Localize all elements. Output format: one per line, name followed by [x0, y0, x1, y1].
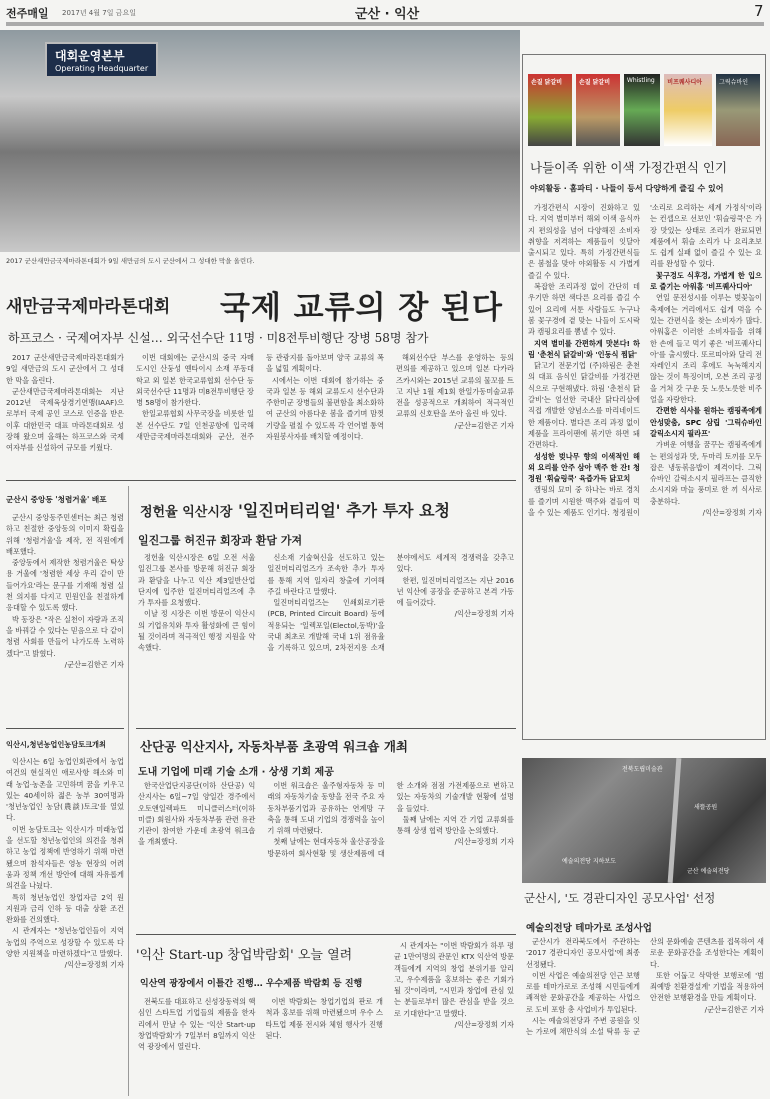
article-kicker: 새만금국제마라톤대회 [6, 297, 171, 317]
aerial-map-photo [522, 758, 766, 883]
section-title: 군산 · 익산 [355, 7, 420, 22]
article-body: 정헌율 익산시장은 6일 오전 서울 일진그룹 본사를 방문해 허진규 회장과 환담을 나누고 익산 제3일반산업단지에 입주한 일진머티리얼즈에 추가 투자를 요청했다. 이날 정 시장은 이번 방문이 익산시의 기업유치와 투자 활성화에 큰 힘이 될 것이라며 적극적인 행정 지원을 약속했다. 신소재 기술혁신을 선도하고 있는 일진머티리얼즈가 조속한 추가 투자를 통해 지역 일자리 창출에 기여해 주길 바란다고 말했다. 일진머티리얼즈는 인쇄회로기판(PCB, Printed Circuit Board) 등에 적용되는 '일렉포일(Electol,동박)'을 국내 최초로 개발해 국내 1위 점유율을 기록하고 있으며, 2차전지용 소재 분야에서도 세계적 경쟁력을 갖추고 있다. 한편, 일진머티리얼즈는 지난 2016년 익산에 공장을 준공하고 본격 가동에 들어갔다. /익산=장정희 기자 [138, 553, 514, 653]
road [668, 758, 682, 883]
column-rule [128, 486, 129, 1096]
article-body: 가정간편식 시장이 진화하고 있다. 지역 별미부터 해외 이색 음식까지 편의성을 넘어 다양해진 소비자 취향을 저격하는 제품들이 잇달아 출시되고 있다. 특히 가정간편식들은 봄철을 맞아 야외활동 시 가볍게 즐길 수 있다. 복잡한 조리과정 없이 간단히 데우기만 하면 색다른 요리를 즐길 수 있어 요리에 서툰 사람들도 누구나 봄 꽃구경에 곁 맞는 나들이 도시락과 캠핑요리를 뽐낼 수 있다. 지역 별미를 간편하게 맛본다! 하림 '춘천식 닭갈비'와 '인동식 찜닭' 닭고기 전문기업 (주)하림은 춘천의 대표 음식인 닭갈비를 가정간편식으로 구현해냈다. 하림 '춘천식 닭갈비'는 엄선한 국내산 닭다리살에 직접 개발한 양념소스를 마리네이드한 제품이다. 별다른 조리 과정 없이 제품을 프라이팬에 볶기만 하면 돼 간편하다. 성성한 벚나무 향의 이색적인 해외 요리를 안주 삼아 맥주 한 잔! 청정원 '휘슬링쿡' 육즙가득 닭꼬치 캠핑의 묘미 중 하나는 바로 경치를 즐기며 시원한 맥주와 곁들여 먹을 수 있는 제품도 인기다. 청정원이 '소리로 요리하는 세계 가정식'이라는 컨셉으로 선보인 '휘슬링쿡'은 가장 맛있는 상태로 조리가 완료되면 제품에서 휘슬 소리가 나 요리초보도 쉽게 실패 없이 즐길 수 있는 요리를 완성할 수 있다. 꽃구경도 식후경, 가볍게 한 입으로 즐기는 아워홈 '비프퀘사디아' 연일 문전성시를 이루는 벚꽃놀이 축제에는 거리에서도 쉽게 먹을 수 있는 간편식을 찾는 소비자가 많다. 아워홈은 이러한 소비자들을 위해 한 손에 들고 먹기 좋은 '비프퀘사디아'를 출시했다. 또르띠아와 달리 전자레인지 조리 후에도 눅눅해지지 않는 것이 특징이며, 오븐 조리 공정을 거쳐 갓 구운 듯 노릇노릇한 비주얼을 자랑한다. 간편한 식사를 원하는 캠핑족에게 안성맞춤, SPC 삼립 '그릭슈바인 갈릭소시지 필라프' 가벼운 여행을 꿈꾸는 캠핑족에게는 편의성과 맛, 두마리 토끼를 모두 잡은 냉동볶음밥이 제격이다. 그릭슈바인 갈릭소시지 필라프는 큼직한 소시지와 마늘 풍미로 한 끼 식사로 충분하다. /익산=장정희 기자 [528, 203, 762, 518]
article-subhead: 야외활동 · 홈파티 · 나들이 등서 다양하게 즐길 수 있어 [530, 184, 724, 193]
article-subhead: 일진그룹 허진규 회장과 환담 가져 [138, 534, 303, 547]
divider [6, 480, 516, 481]
product-image: 손질 닭갈비 [528, 74, 572, 146]
map-label: 새뜰공원 [694, 804, 718, 811]
article-headline: 나들이족 위한 이색 가정간편식 인기 [530, 160, 728, 175]
issue-date: 2017년 4월 7일 금요일 [62, 9, 136, 17]
header-rule [6, 22, 764, 26]
brief-body: 군산시 중앙동주민센터는 최근 청렴하고 친절한 중앙동의 이미지 확립을 위해 '청렴거울'을 제작, 전 직원에게 배포했다. 중앙동에서 제작한 청렴거울은 탁상용 거울에 '청렴한 세상 우리 같이 만들어가요'라는 문구를 기재해 청렴 실천 의지를 다지고 민원인을 친절하게 응대할 수 있도록 했다. 박 동장은 "작은 실천이 자랑과 조직을 바꿔갈 수 있다는 믿음으로 다 같이 청렴 사회를 만들어 나가도록 노력하겠다"고 밝혔다. /군산=김한곤 기자 [6, 513, 124, 669]
article-subhead: 하프코스 · 국제여자부 신설… 외국선수단 11명 · 미8전투비행단 장병 58명 참가 [8, 331, 429, 345]
product-image: 그릭슈바인 [716, 74, 760, 146]
map-label: 군산 예술의전당 [687, 868, 730, 875]
map-label: 예술의전당 지하보도 [562, 858, 617, 865]
article-body: 전북도를 대표하고 신성장동력의 핵심인 스타트업 기업들의 제품을 한자리에서 만날 수 있는 '익산 Start-up 창업박람회'가 7일부터 8일까지 익산역 광장에서 열린다. 이번 박람회는 창업기업의 판로 개척과 홍보를 위해 마련됐으며 우수 스타트업 제품 전시와 체험 행사가 진행된다. [138, 997, 383, 1052]
article-headline: 정헌율 익산시장 '일진머티리얼' 추가 투자 요청 [140, 501, 450, 520]
marathon-photo [0, 30, 520, 252]
photo-caption: 2017 군산새만금국제마라톤대회가 9일 새만금의 도시 군산에서 그 성대한 막을 올린다. [6, 257, 255, 265]
brief-body: 익산시는 6일 농업인회관에서 농업여건의 현실적인 애로사항 해소와 미래 농업·농촌을 고민하며 꿈을 키우고 있는 40세이하 젊은 농부 30여명과 '청년농업인 농담(農談)토크'를 열었다. 이번 농담토크는 익산시가 미래농업을 선도할 청년농업인의 의견을 청취하고 농업 정책에 반영하기 위해 마련됐으며 참석자들은 영농 현장의 어려움과 정책 개선 방안에 대해 자유롭게 의견을 나눴다. 특히 청년농업인 창업자금 2억 원 지원과 금리 인하 등 대출 상환 조건 완화를 건의했다. 시 관계자는 "청년농업인들이 지역 농업의 주역으로 성장할 수 있도록 다양한 지원책을 마련하겠다"고 말했다. /익산=장정희 기자 [6, 757, 124, 970]
product-photos [528, 74, 760, 146]
brief-title: 익산시,청년농업인농담토크개최 [6, 740, 106, 749]
map-label: 전북도립미술관 [622, 766, 663, 773]
article-subhead: 예술의전당 테마가로 조성사업 [526, 923, 652, 934]
divider [136, 934, 516, 935]
product-image: 손질 닭갈비 [576, 74, 620, 146]
article-headline: 군산시, '도 경관디자인 공모사업' 선정 [524, 891, 716, 905]
brief-title: 군산시 중앙동 '청렴거울' 배포 [6, 495, 107, 504]
headquarter-sign: 대회운영본부 Operating Headquarter [45, 42, 158, 78]
page-number: 7 [754, 2, 764, 20]
article-body: 군산시가 전라북도에서 주관하는 '2017 경관디자인 공모사업'에 최종 선정됐다. 이번 사업은 예술의전당 인근 보행로를 테마가로로 조성해 시민들에게 쾌적한 문화공간을 제공하는 사업으로 도비 포함 총 사업비가 투입된다. 시는 예술의전당과 주변 공원을 잇는 가로에 채만식의 소설 탁류 등 군산의 문화예술 콘텐츠를 접목하여 새로운 문화공간을 조성한다는 계획이다. 또한 어둡고 삭막한 보행로에 '범죄예방 친환경설계' 기법을 적용하여 안전한 보행환경을 만들 계획이다. /군산=김한곤 기자 [526, 937, 764, 1037]
article-headline: 국제 교류의 장 된다 [220, 290, 503, 326]
article-headline: 산단공 익산지사, 자동차부품 초광역 워크숍 개최 [140, 739, 409, 754]
article-body: 시 관계자는 "이번 박람회가 하루 평균 1만여명의 관문인 KTX 익산역 방문객들에게 지역의 창업 분위기를 알리고, 우수제품을 홍보하는 좋은 기회가 될 것"이라며, "시민과 창업에 관심 있는 분들로부터 많은 관심을 받을 것으로 기대한다"고 말했다. /익산=장정희 기자 [394, 941, 514, 1030]
product-image: 비프퀘사디아 [664, 74, 712, 146]
product-image: Whistling [624, 74, 660, 146]
article-subhead: 도내 기업에 미래 기술 소개 · 상생 기회 제공 [138, 767, 334, 778]
divider [136, 728, 516, 729]
article-headline: '익산 Start-up 창업박람회' 오늘 열려 [136, 948, 353, 963]
divider [6, 728, 124, 729]
article-subhead: 익산역 광장에서 이틀간 진행… 우수제품 박람회 등 진행 [140, 979, 363, 989]
article-body: 한국산업단지공단(이하 산단공) 익산지사는 6일~7일 양일간 경주에서 오토앤일렉파트 미니클러스터(이하 미클) 회원사와 자동차부품 관련 유관기관이 참여한 가운데 초광역 워크숍을 개최했다. 이번 워크숍은 울주형자동차 등 미래의 자동차기술 동향을 전국 주요 자동차부품기업과 공유하는 연계망 구축을 통해 도내 기업의 경쟁력을 높이기 위해 마련됐다. 첫째 날에는 현대자동차 울산공장을 방문하여 회사현황 및 생산제품에 대한 소개와 점점 가전제품으로 변하고 있는 자동차의 기술개발 현황에 설명을 들었다. 둘째 날에는 지역 간 기업 교류회를 통해 상생 협력 방안을 논의했다. /익산=장정희 기자 [138, 781, 514, 858]
newspaper-name: 전주매일 [6, 7, 49, 20]
article-body: 2017 군산새만금국제마라톤대회가 9일 새만금의 도시 군산에서 그 성대한 막을 올린다. 군산새만금국제마라톤대회는 지난 2012년 국제육상경기연맹(IAAF)으로부터 국제 공인 코스로 인증을 받은 이후 대한민국 대표 마라톤대회로 성장해 왔으며 올해는 하프코스와 국제여자부를 신설하여 규모를 키웠다. 이번 대회에는 군산시의 중국 자매도시인 산둥성 옌타이시 소재 푸동대학교 외 일본 한국교류협회 선수단 등 외국선수단 11명과 미8전투비행단 장병 58명이 참가한다. 한일교류협회 사무국장을 비롯한 일본 선수단도 7일 인천공항에 입국해 새만금국제마라톤대회와 군산, 전주 등 관광지를 돌아보며 양국 교류의 폭을 넓힐 계획이다. 시에서는 이번 대회에 참가하는 중국과 일본 등 해외 교류도시 선수단과 주한미군 장병들의 불편함을 최소화하여 군산의 아름다운 봄을 즐기며 맘껏 기량을 펼칠 수 있도록 각 언어별 통역 자원봉사자를 배치할 예정이다. 해외선수단 부스를 운영하는 등의 편의를 제공하고 있으며 일본 다카라즈카시와는 2015년 교류의 물꼬를 트고 지난 1월 제1회 한일가동미술교류전을 성공적으로 개최하여 적극적인 교류의 신호탄을 쏘아 올린 바 있다. /군산=김한곤 기자 [6, 353, 514, 453]
